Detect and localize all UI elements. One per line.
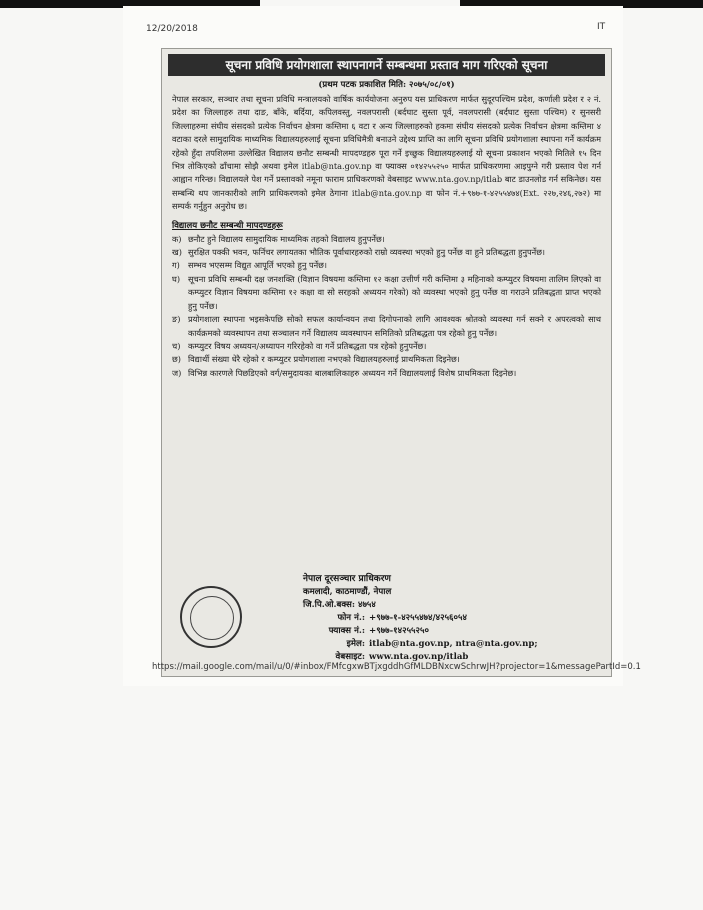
print-date: 12/20/2018 [146,24,198,34]
seal-inner-ring [190,596,234,640]
issuer-address: कमलादी, काठमाण्डौं, नेपाल [303,587,392,597]
criteria-item: ख) सुरक्षित पक्की भवन, फर्निचर लगायतका भौतिक पूर्वाधारहरुको राम्रो व्यवस्था भएको हुनु पर्नेछ वा हुने प्रतिबद्धता हुनुपर्नेछ। [172,247,546,258]
issuer-phone: फोन नं.: +९७७-१-४२५५४७४/४२५६०५४ [337,613,467,623]
criteria-item: ग) सम्भव भएसम्म विद्युत आपूर्ति भएको हुनु पर्नेछ। [172,260,328,271]
issuer-pobox: जि.पि.ओ.बक्स: ४७५४ [303,600,376,610]
issuer-website: वेबसाइट: www.nta.gov.np/itlab [335,652,469,662]
newspaper-clipping [161,48,612,677]
issuer-block [293,573,593,664]
criteria-item: छ) विद्यार्थी संख्या धेरै रहेको र कम्प्युटर प्रयोगशाला नभएको विद्यालयहरुलाई प्राथमिकता दिइनेछ। [172,354,460,365]
nta-seal-icon [180,586,242,648]
issuer-fax: फ्याक्स नं.: +९७७-१४२५५२५० [328,626,429,636]
criteria-item: घ) सूचना प्रविधि सम्बन्धी दक्ष जनशक्ति (विज्ञान विषयमा कम्तिमा १२ कक्षा उत्तीर्ण गरी कम्तिमा ३ महिनाको कम्प्युटर विषयमा तालिम लिएको वा कम्प्युटर विज्ञान विषयमा कम्तिमा १२ कक्षा वा सो सरहको अध्ययन गरेको) को व्यवस्था भएको हुनु पर्नेछ वा गराउने प्रतिबद्धता प्राप्त भएको हुनु पर्नेछ। [172,273,601,311]
criteria-item: ज) विभिन्न कारणले पिछडिएको वर्ग/समुदायका बालबालिकाहरु अध्ययन गर्ने विद्यालयलाई विशेष प्राथमिकता दिइनेछ। [172,367,517,378]
notice-subtitle: (प्रथम पटक प्रकाशित मिति: २०७५/०८/०१) [318,80,455,90]
criteria-item: क) छनौट हुने विद्यालय सामुदायिक माध्यमिक तहको विद्यालय हुनुपर्नेछ। [172,233,385,244]
criteria-item: ङ) प्रयोगशाला स्थापना भइसकेपछि सोको सफल कार्यान्वयन तथा दिगोपनाको लागि आवश्यक श्रोतको व्यवस्था गर्न सक्ने र अपरत्वको साथ कार्यक्रमको व्यवस्थापन तथा सञ्चालन गर्ने विद्यालय व्यवस्थापन समितिको प्रतिबद्धता पत्र रहेको हुनु पर्नेछ। [172,314,601,338]
print-url: https://mail.google.com/mail/u/0/#inbox/FMfcgxwBTjxgddhGfMLDBNxcwSchrwJH?projector=1&messagePartId=0.1 [152,662,641,672]
criteria-title: विद्यालय छनौट सम्बन्धी मापदण्डहरू [172,220,283,231]
issuer-email: इमेल: itlab@nta.gov.np, ntra@nta.gov.np; [346,639,538,649]
criteria-list [172,233,601,380]
issuer-org: नेपाल दूरसञ्चार प्राधिकरण [303,574,391,584]
criteria-item: च) कम्प्युटर विषय अध्ययन/अध्यापन गरिरहेको वा गर्ने प्रतिबद्धता पत्र रहेको हुनुपर्नेछ। [172,340,427,351]
notice-body: नेपाल सरकार, सञ्चार तथा सूचना प्रविधि मन्त्रालयको वार्षिक कार्ययोजना अनुरुप यस प्राधिकरण मार्फत सुदूरपश्चिम प्रदेश, कर्णाली प्रदेश र २ नं. प्रदेश का जिल्लाहरु तथा दाङ, बाँके, बर्दिया, कपिलवस्तु, नवलपरासी (बर्दघाट सुस्ता पूर्व, नवलपरासी (बर्दघाट सुस्ता पश्चिम) र सुनसरी जिल्लाहरुमा संघीय संसदको प्रत्येक निर्वाचन क्षेत्रमा कम्तिमा ६ वटा र अन्य जिल्लाहरुको हकमा संघीय संसदको प्रत्येक निर्वाचन क्षेत्रमा कम्तिमा ४ वटाका दरले सामुदायिक माध्यमिक विद्यालयहरुलाई सूचना प्रविधिमैत्री बनाउने उद्देश्य प्राप्ति का लागि सूचना प्रविधि प्रयोगशाला स्थापना गर्ने कार्यक्रम रहेको हुँदा तपशिलमा उल्लेखित विद्यालय छनौट सम्बन्धी मापदण्डहरु पूरा गर्ने इच्छुक विद्यालयहरुलाई यो सूचना प्रकाशन भएको मितिले १५ दिन भित्र तोकिएको ढाँचामा सोझै अथवा इमेल itlab@nta.gov.np वा फ्याक्स ०१४२५५२५० मार्फत प्राधिकरणमा आइपुग्ने गरी प्रस्ताव पेश गर्न आह्वान गरिन्छ। विद्यालयले पेश गर्ने प्रस्तावको नमूना फाराम प्राधिकरणको वेबसाइट www.nta.gov.np/itlab बाट डाउनलोड गर्न सकिनेछ। यस सम्बन्धि थप जानकारीको लागि प्राधिकरणको इमेल ठेगाना itlab@nta.gov.np वा फोन नं.+९७७-१-४२५५४७४(Ext. २२७,२४६,२७२) मा सम्पर्क गर्नुहुन अनुरोध छ। [172,94,601,212]
notice-title: सूचना प्रविधि प्रयोगशाला स्थापनागर्ने सम्बन्धमा प्रस्ताव माग गरिएको सूचना [168,54,605,76]
corner-mark: IT [597,22,606,32]
